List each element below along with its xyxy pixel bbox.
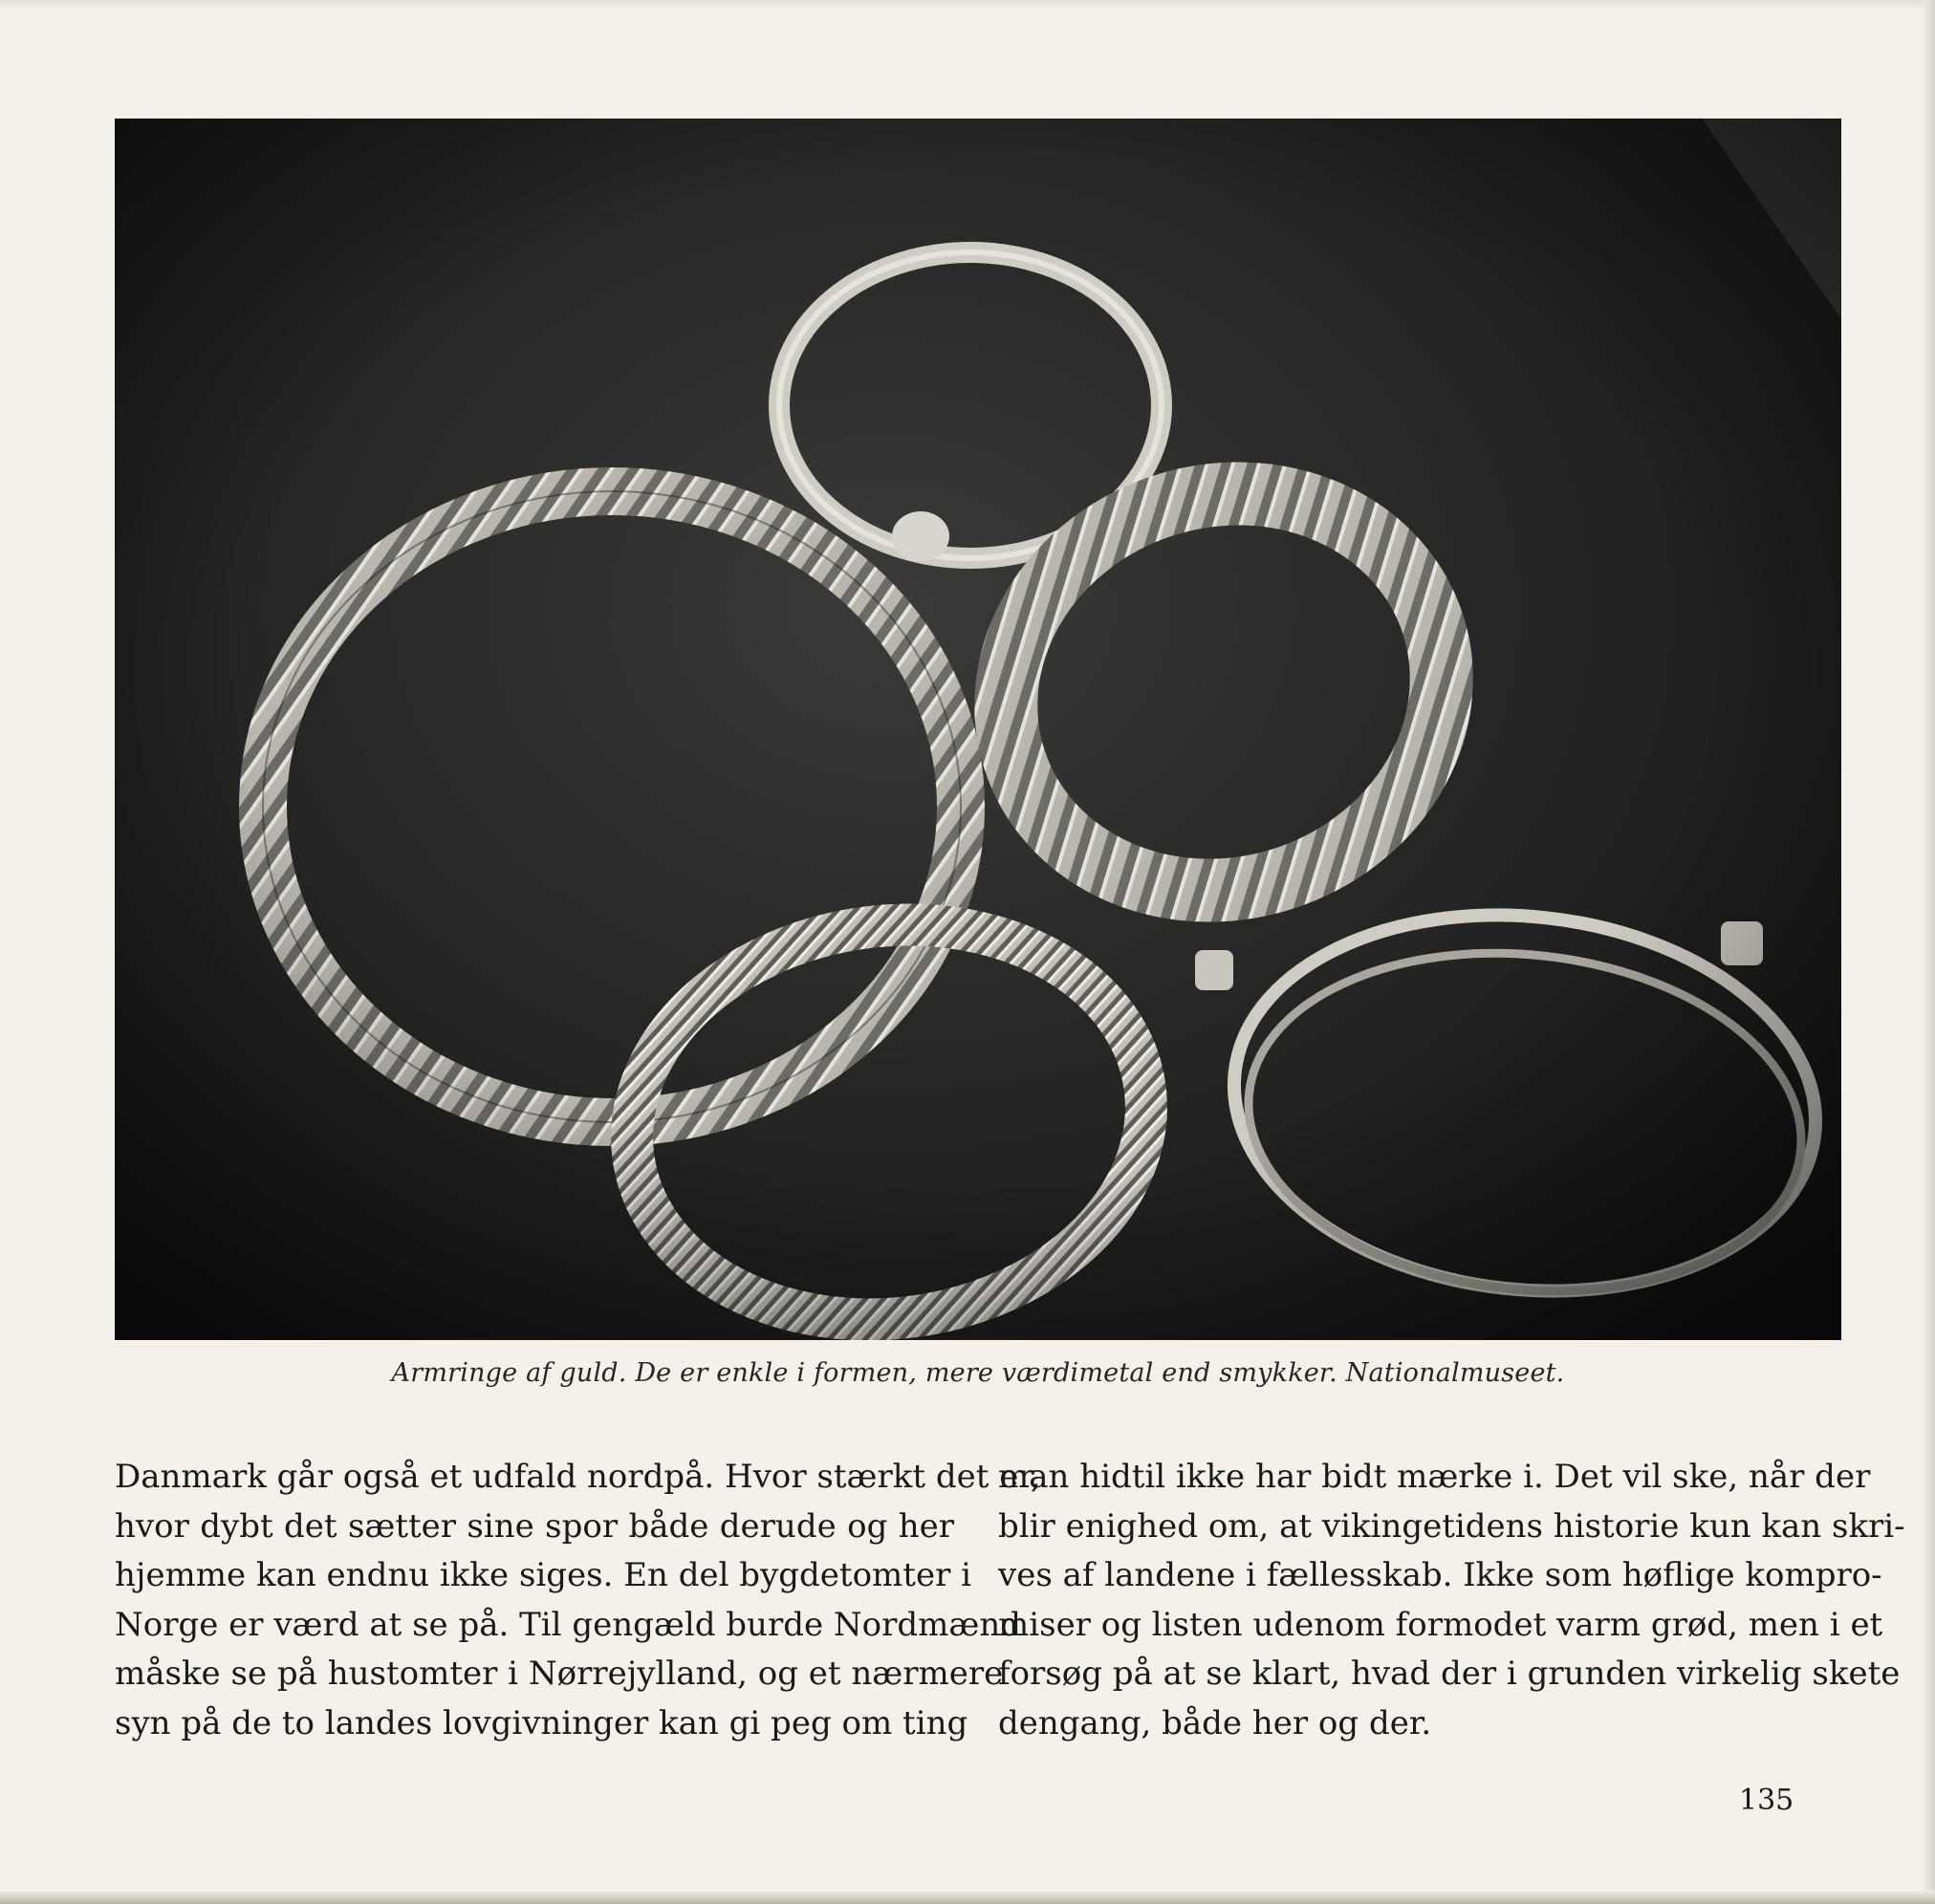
text-line: ves af landene i fællesskab. Ikke som høflige kompro- — [998, 1556, 1882, 1594]
text-line: Norge er værd at se på. Til gengæld burde Nordmænd — [115, 1605, 1021, 1644]
text-line: man hidtil ikke har bidt mærke i. Det vil ske, når der — [998, 1458, 1871, 1496]
figure-caption: Armringe af guld. De er enkle i formen, mere værdimetal end smykker. Nationalmuseet. — [391, 1358, 1565, 1388]
text-line: forsøg på at se klart, hvad der i grunden virkelig skete — [998, 1655, 1901, 1693]
page-right-edge — [1924, 0, 1935, 1904]
text-line: blir enighed om, at vikingetidens historie kun kan skri- — [998, 1506, 1905, 1546]
text-line: dengang, både her og der. — [998, 1703, 1432, 1742]
text-column-right — [998, 1453, 1905, 1748]
page-bottom-edge — [0, 1891, 1935, 1904]
text-line: syn på de to landes lovgivninger kan gi peg om ting — [115, 1703, 968, 1742]
text-line: miser og listen udenom formodet varm grød, men i et — [998, 1605, 1883, 1644]
text-column-left — [115, 1453, 1041, 1748]
text-line: Danmark går også et udfald nordpå. Hvor stærkt det er, — [115, 1458, 1041, 1496]
page-top-edge — [0, 0, 1935, 10]
arm-rings-illustration — [115, 119, 1841, 1340]
text-line: måske se på hustomter i Nørrejylland, og et nærmere — [115, 1655, 1004, 1693]
text-line: hjemme kan endnu ikke siges. En del bygdetomter i — [115, 1556, 972, 1594]
text-line: hvor dybt det sætter sine spor både derude og her — [115, 1506, 954, 1546]
figure-photo — [115, 119, 1841, 1340]
page-number: 135 — [1739, 1784, 1794, 1817]
